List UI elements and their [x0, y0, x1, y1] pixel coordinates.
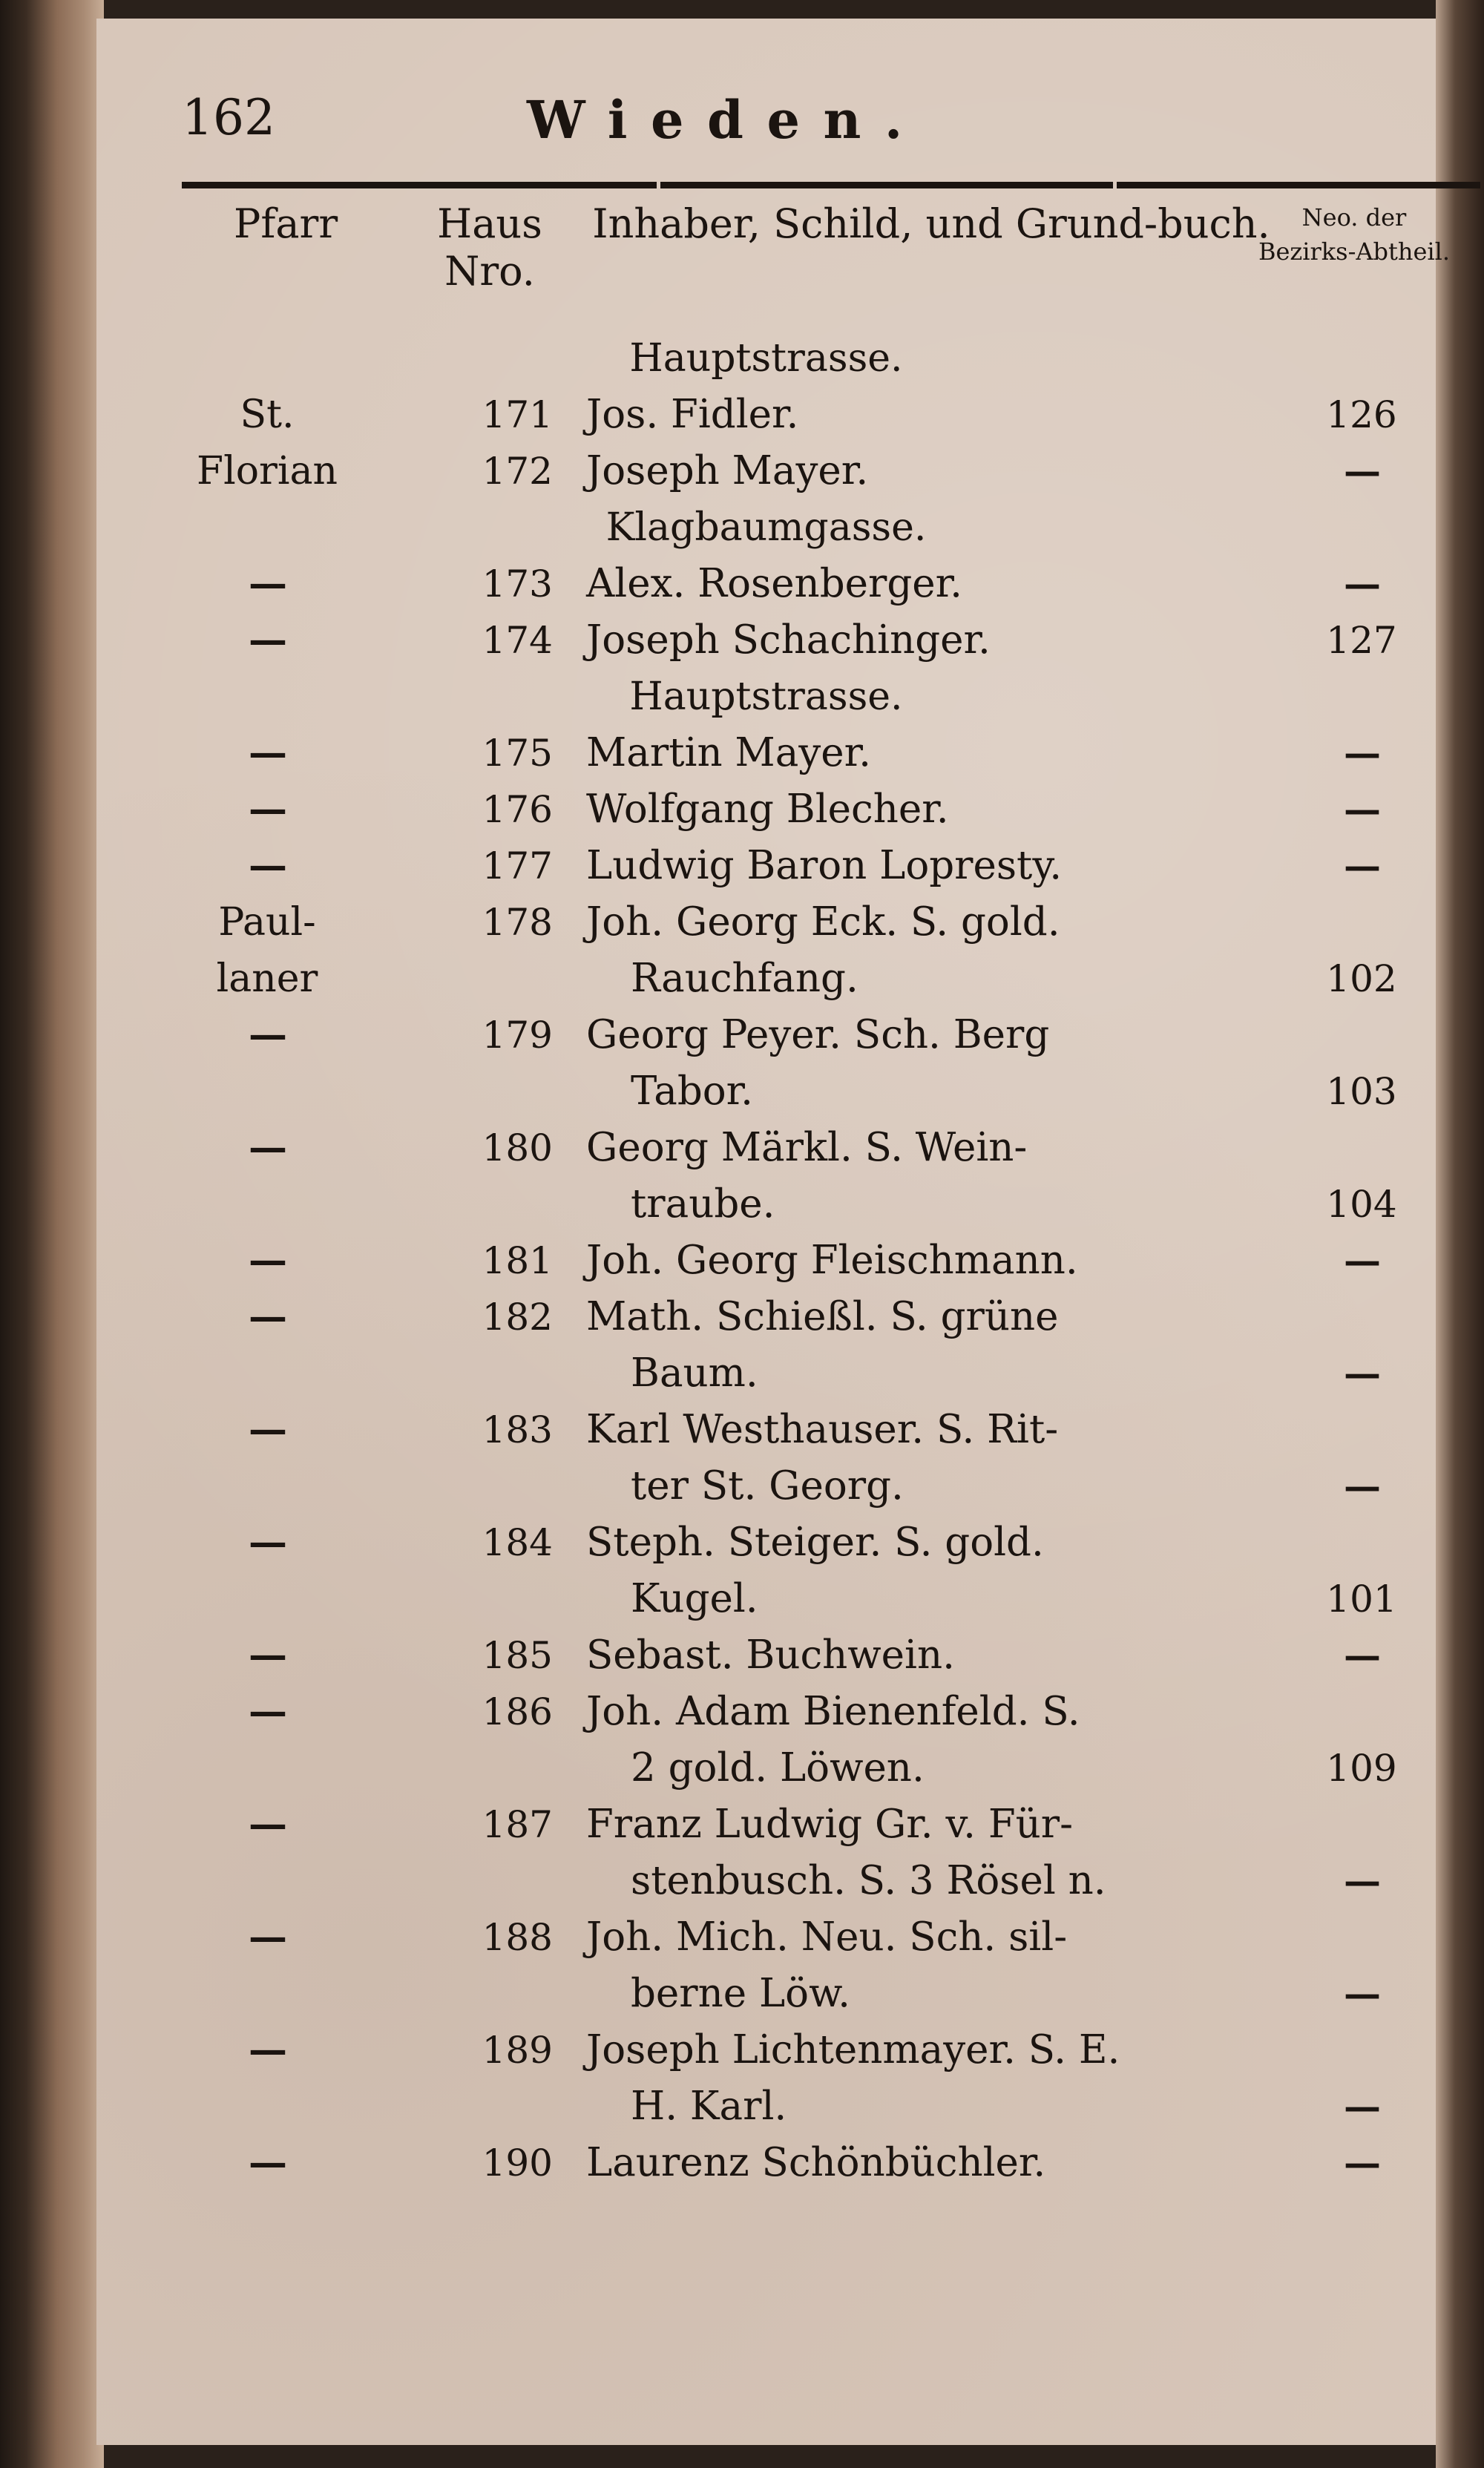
table-row	[96, 2022, 1436, 2135]
district-number-cell: —	[1344, 787, 1379, 831]
table-row	[96, 781, 1436, 838]
owner-line: Alex. Rosenberger.	[586, 561, 962, 606]
parish-cell: —	[249, 1407, 286, 1452]
district-number-cell: —	[1344, 1464, 1379, 1508]
parish-cell: —	[249, 787, 286, 832]
owner-cell	[586, 443, 1328, 499]
parish-cell-continued: laner	[216, 956, 318, 1001]
owner-cell	[586, 1402, 1328, 1514]
house-number-cell: 189	[482, 2029, 553, 2072]
street-name: Hauptstrasse.	[629, 336, 903, 381]
district-number-cell: —	[1344, 1351, 1379, 1395]
owner-cell	[586, 1289, 1328, 1402]
parish-cell: —	[249, 730, 286, 775]
book-right-edge	[1436, 0, 1484, 2468]
parish-cell: —	[249, 1125, 286, 1170]
book-binding-edge	[0, 0, 104, 2468]
house-number-cell: 186	[482, 1690, 553, 1733]
district-number-cell: —	[1344, 1633, 1379, 1677]
owner-line-continued: ter St. Georg.	[631, 1463, 904, 1509]
table-row	[96, 894, 1436, 1007]
page-number: 162	[182, 89, 275, 146]
house-number-cell: 179	[482, 1014, 553, 1057]
house-number-cell: 181	[482, 1239, 553, 1282]
owner-line: Georg Peyer. Sch. Berg	[586, 1012, 1050, 1057]
owner-line-continued: Tabor.	[631, 1069, 754, 1114]
owner-line: Sebast. Buchwein.	[586, 1632, 955, 1678]
house-number-cell: 187	[482, 1803, 553, 1846]
house-number-cell: 188	[482, 1916, 553, 1959]
owner-line-continued: H. Karl.	[631, 2084, 787, 2129]
district-number-cell: —	[1344, 844, 1379, 887]
parish-cell: —	[249, 2140, 286, 2185]
table-row	[96, 443, 1436, 499]
owner-line: Joseph Lichtenmayer. S. E.	[586, 2027, 1120, 2072]
table-row	[96, 1627, 1436, 1684]
table-row	[96, 838, 1436, 894]
column-header-haus: Haus Nro.	[437, 200, 542, 295]
parish-cell: —	[249, 1632, 286, 1678]
house-number-cell: 172	[482, 450, 553, 493]
parish-cell: —	[249, 843, 286, 888]
owner-line: Steph. Steiger. S. gold.	[586, 1520, 1044, 1565]
parish-cell: —	[249, 1802, 286, 1847]
owner-line: Joh. Mich. Neu. Sch. sil-	[586, 1914, 1068, 1960]
owner-line: Joseph Mayer.	[586, 448, 869, 493]
owner-line: Wolfgang Blecher.	[586, 787, 949, 832]
owner-cell	[586, 387, 1328, 443]
table-row	[96, 725, 1436, 781]
parish-cell: —	[249, 561, 286, 606]
house-number-cell: 177	[482, 844, 553, 887]
owner-line: Ludwig Baron Lopresty.	[586, 843, 1063, 888]
column-header-bezirk: Neo. der Bezirks-Abtheil.	[1258, 203, 1451, 266]
owner-line: Franz Ludwig Gr. v. Für-	[586, 1802, 1074, 1847]
district-number-cell: 127	[1326, 619, 1397, 662]
house-number-cell: 182	[482, 1296, 553, 1339]
owner-cell	[586, 556, 1328, 612]
district-number-cell: —	[1344, 1859, 1379, 1903]
district-number-cell: —	[1344, 2141, 1379, 2185]
header-rule	[182, 182, 657, 188]
owner-line: Joh. Georg Eck. S. gold.	[586, 899, 1060, 945]
table-row	[96, 1514, 1436, 1627]
running-head	[96, 70, 1436, 160]
district-number-cell: —	[1344, 1238, 1379, 1282]
house-number-cell: 171	[482, 393, 553, 436]
owner-cell	[586, 894, 1328, 1007]
owner-cell	[586, 1627, 1328, 1684]
parish-cell: Paul-	[218, 900, 316, 945]
table-row	[96, 1402, 1436, 1514]
owner-line: Joh. Adam Bienenfeld. S.	[586, 1689, 1080, 1734]
district-number-cell: —	[1344, 2084, 1379, 2128]
house-number-cell: 178	[482, 901, 553, 944]
house-number-cell: 184	[482, 1521, 553, 1564]
owner-cell	[586, 612, 1328, 669]
owner-cell	[586, 1514, 1328, 1627]
house-number-cell: 174	[482, 619, 553, 662]
owner-cell	[586, 1007, 1328, 1120]
table-row	[96, 1007, 1436, 1120]
district-number-cell: —	[1344, 731, 1379, 775]
owner-cell	[586, 781, 1328, 838]
owner-line: Jos. Fidler.	[586, 392, 799, 437]
header-rule	[660, 182, 1113, 188]
table-row	[96, 2135, 1436, 2191]
header-rule	[1117, 182, 1480, 188]
owner-cell	[586, 1684, 1328, 1796]
district-number-cell: 109	[1326, 1747, 1397, 1790]
owner-line-continued: stenbusch. S. 3 Rösel n.	[631, 1858, 1106, 1903]
owner-line: Martin Mayer.	[586, 730, 871, 775]
table-row	[96, 1233, 1436, 1289]
parish-cell: Florian	[197, 449, 338, 493]
street-heading	[96, 669, 1436, 725]
district-number-cell: 104	[1326, 1183, 1397, 1226]
house-number-cell: 173	[482, 562, 553, 605]
parish-cell: —	[249, 617, 286, 663]
owner-line: Joseph Schachinger.	[586, 617, 991, 663]
owner-line-continued: Rauchfang.	[631, 956, 858, 1001]
district-number-cell: 103	[1326, 1070, 1397, 1113]
street-name: Hauptstrasse.	[629, 675, 903, 719]
house-number-cell: 190	[482, 2142, 553, 2185]
house-number-cell: 176	[482, 788, 553, 831]
table-row	[96, 387, 1436, 443]
table-row	[96, 556, 1436, 612]
house-number-cell: 180	[482, 1126, 553, 1169]
table-row	[96, 1289, 1436, 1402]
street-name: Klagbaumgasse.	[605, 505, 927, 550]
parish-cell: —	[249, 1520, 286, 1565]
house-number-cell: 175	[482, 732, 553, 775]
owner-line-continued: traube.	[631, 1181, 775, 1227]
register-table	[96, 330, 1436, 2191]
district-number-cell: 102	[1326, 957, 1397, 1000]
owner-line-continued: berne Löw.	[631, 1971, 851, 2016]
owner-cell	[586, 1909, 1328, 2022]
owner-line: Math. Schießl. S. grüne	[586, 1294, 1059, 1339]
district-number-cell: 126	[1326, 393, 1397, 436]
parish-cell: St.	[240, 393, 295, 437]
owner-line: Karl Westhauser. S. Rit-	[586, 1407, 1059, 1452]
owner-line-continued: Kugel.	[631, 1576, 758, 1621]
parish-cell: —	[249, 2027, 286, 2072]
owner-cell	[586, 1120, 1328, 1233]
owner-line: Laurenz Schönbüchler.	[586, 2140, 1046, 2185]
parish-cell: —	[249, 1012, 286, 1057]
column-header-inhaber: Inhaber, Schild, und Grund-buch.	[592, 200, 1270, 247]
table-row	[96, 612, 1436, 669]
parish-cell: —	[249, 1238, 286, 1283]
district-number-cell: —	[1344, 562, 1379, 605]
street-heading	[96, 330, 1436, 387]
table-row	[96, 1909, 1436, 2022]
column-header-pfarr: Pfarr	[234, 200, 338, 247]
running-title: Wieden.	[527, 89, 926, 151]
parish-cell: —	[249, 1689, 286, 1734]
parish-cell: —	[249, 1294, 286, 1339]
table-row	[96, 1796, 1436, 1909]
parish-cell: —	[249, 1914, 286, 1960]
owner-cell	[586, 2135, 1328, 2191]
owner-line: Joh. Georg Fleischmann.	[586, 1238, 1078, 1283]
table-row	[96, 1120, 1436, 1233]
owner-cell	[586, 2022, 1328, 2135]
house-number-cell: 185	[482, 1634, 553, 1677]
district-number-cell: —	[1344, 449, 1379, 493]
district-number-cell: —	[1344, 1972, 1379, 2015]
owner-cell	[586, 1796, 1328, 1909]
district-number-cell: 101	[1326, 1578, 1397, 1621]
owner-cell	[586, 1233, 1328, 1289]
owner-line-continued: Baum.	[631, 1350, 758, 1396]
table-row	[96, 1684, 1436, 1796]
house-number-cell: 183	[482, 1408, 553, 1451]
street-heading	[96, 499, 1436, 556]
owner-cell	[586, 725, 1328, 781]
book-page	[96, 19, 1451, 2445]
owner-line-continued: 2 gold. Löwen.	[631, 1745, 925, 1791]
owner-line: Georg Märkl. S. Wein-	[586, 1125, 1028, 1170]
owner-cell	[586, 838, 1328, 894]
